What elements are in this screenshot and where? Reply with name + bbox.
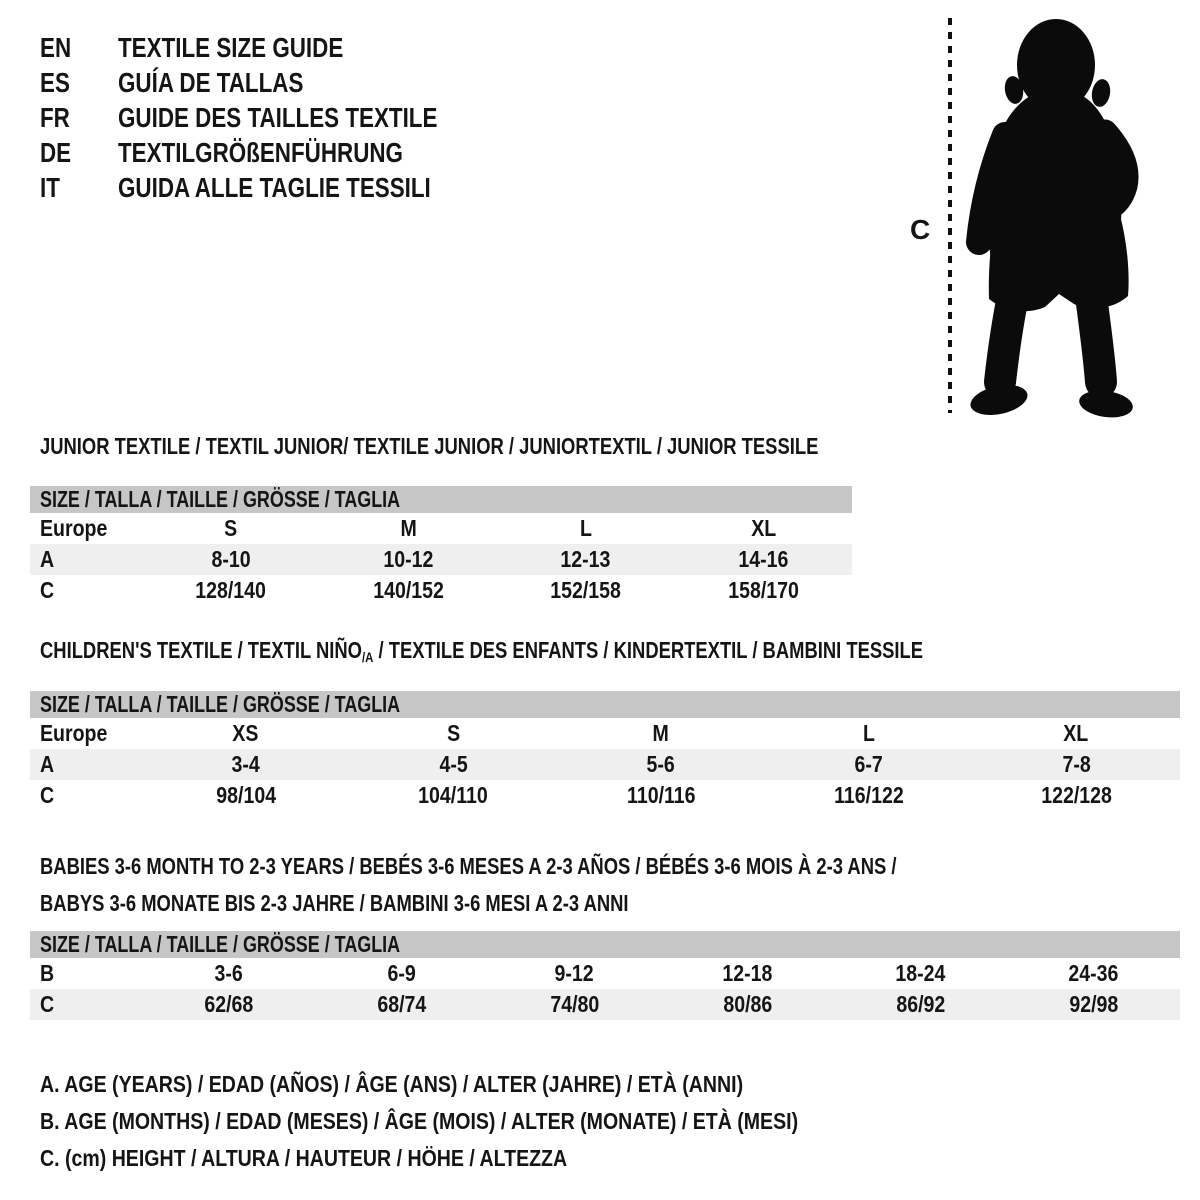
- guide-title-en: TEXTILE SIZE GUIDE: [118, 31, 344, 63]
- height-cell: 62/68: [204, 991, 253, 1017]
- children-table: [30, 718, 1180, 811]
- language-code: ES: [40, 66, 70, 98]
- table-row: [30, 780, 1180, 811]
- age-cell: 7-8: [1062, 751, 1091, 777]
- row-label: A: [40, 751, 55, 777]
- height-cell: 68/74: [377, 991, 426, 1017]
- children-title-subscript: /A: [361, 649, 374, 666]
- row-label: C: [40, 991, 55, 1017]
- age-cell: 14-16: [738, 546, 789, 572]
- row-label: C: [40, 577, 55, 603]
- age-cell: 5-6: [646, 751, 676, 777]
- guide-title-it: GUIDA ALLE TAGLIE TESSILI: [118, 171, 431, 203]
- table-row: [30, 989, 1180, 1020]
- height-cell: 140/152: [372, 577, 444, 603]
- row-label: C: [40, 782, 55, 808]
- table-row: [30, 575, 852, 606]
- babies-title-line1: BABIES 3-6 MONTH TO 2-3 YEARS / BEBÉS 3-6 MESES A 2-3 AÑOS / BÉBÉS 3-6 MOIS À 2-3 ANS /: [40, 853, 897, 879]
- age-cell: 3-4: [231, 751, 260, 777]
- size-header-label: SIZE / TALLA / TAILLE / GRÖSSE / TAGLIA: [40, 691, 401, 717]
- legend-line-b: B. AGE (MONTHS) / EDAD (MESES) / ÂGE (MOIS) / ALTER (MONATE) / ETÀ (MESI): [40, 1108, 799, 1134]
- age-cell: 3-6: [214, 960, 243, 986]
- age-cell: 12-13: [560, 546, 611, 572]
- height-cell: 116/122: [833, 782, 904, 808]
- measure-legend: [40, 1066, 932, 1177]
- guide-title-fr: GUIDE DES TAILLES TEXTILE: [118, 101, 438, 133]
- language-row: [40, 30, 517, 65]
- language-row: [40, 135, 517, 170]
- height-cell: 128/140: [195, 577, 267, 603]
- age-cell: 12-18: [722, 960, 773, 986]
- height-cell: 158/170: [727, 577, 799, 603]
- size-header-label: SIZE / TALLA / TAILLE / GRÖSSE / TAGLIA: [40, 486, 401, 512]
- size-cell: M: [400, 515, 417, 541]
- toddler-silhouette-figure: [900, 0, 1160, 430]
- size-header-bar: [30, 931, 1180, 958]
- legend-line-a: A. AGE (YEARS) / EDAD (AÑOS) / ÂGE (ANS) / ALTER (JAHRE) / ETÀ (ANNI): [40, 1071, 744, 1097]
- babies-title-line2: BABYS 3-6 MONATE BIS 2-3 JAHRE / BAMBINI 3-6 MESI A 2-3 ANNI: [40, 890, 629, 916]
- height-measure-label: C: [910, 214, 931, 245]
- babies-section-title: [40, 848, 1111, 922]
- junior-table: [30, 513, 852, 606]
- language-code: FR: [40, 101, 70, 133]
- age-cell: 8-10: [211, 546, 251, 572]
- height-cell: 122/128: [1040, 782, 1112, 808]
- height-cell: 152/158: [550, 577, 622, 603]
- guide-title-es: GUÍA DE TALLAS: [118, 66, 304, 98]
- toddler-silhouette: [968, 19, 1135, 421]
- height-cell: 104/110: [418, 782, 489, 808]
- junior-size-table: [30, 486, 852, 606]
- height-cell: 110/116: [626, 782, 696, 808]
- table-row: [30, 544, 852, 575]
- size-cell: XL: [750, 515, 776, 541]
- age-cell: 24-36: [1068, 960, 1119, 986]
- row-label: A: [40, 546, 55, 572]
- height-cell: 80/86: [723, 991, 772, 1017]
- size-cell: S: [224, 515, 238, 541]
- table-row: [30, 513, 852, 544]
- language-row: [40, 65, 517, 100]
- language-code: EN: [40, 31, 72, 63]
- age-cell: 6-7: [854, 751, 883, 777]
- size-cell: S: [446, 720, 460, 746]
- size-cell: M: [652, 720, 670, 746]
- row-label: Europe: [40, 720, 108, 746]
- language-title-list: [40, 30, 517, 205]
- children-size-table: [30, 691, 1180, 811]
- row-label: B: [40, 960, 55, 986]
- babies-size-table: [30, 931, 1180, 1020]
- size-header-bar: [30, 486, 852, 513]
- babies-table: [30, 958, 1180, 1020]
- table-row: [30, 718, 1180, 749]
- guide-title-de: TEXTILGRÖßENFÜHRUNG: [118, 136, 403, 168]
- age-cell: 4-5: [439, 751, 468, 777]
- children-title-prefix: CHILDREN'S TEXTILE / TEXTIL NIÑO: [40, 637, 362, 663]
- height-cell: 86/92: [896, 991, 945, 1017]
- language-code: DE: [40, 136, 72, 168]
- age-cell: 10-12: [383, 546, 434, 572]
- height-cell: 92/98: [1069, 991, 1118, 1017]
- table-row: [30, 958, 1180, 989]
- size-cell: XS: [232, 720, 259, 746]
- size-cell: L: [862, 720, 875, 746]
- size-cell: L: [579, 515, 592, 541]
- size-cell: XL: [1063, 720, 1089, 746]
- height-cell: 98/104: [215, 782, 276, 808]
- size-header-label: SIZE / TALLA / TAILLE / GRÖSSE / TAGLIA: [40, 931, 401, 957]
- children-title-suffix: / TEXTILE DES ENFANTS / KINDERTEXTIL / BAMBINI TESSILE: [373, 637, 924, 663]
- height-cell: 74/80: [550, 991, 599, 1017]
- language-code: IT: [40, 171, 60, 203]
- language-row: [40, 170, 517, 205]
- row-label: Europe: [40, 515, 108, 541]
- children-section-title: [40, 638, 1144, 670]
- legend-line-c: C. (cm) HEIGHT / ALTURA / HAUTEUR / HÖHE / ALTEZZA: [40, 1145, 568, 1171]
- age-cell: 18-24: [895, 960, 946, 986]
- age-cell: 6-9: [387, 960, 416, 986]
- junior-section-title: JUNIOR TEXTILE / TEXTIL JUNIOR/ TEXTILE JUNIOR / JUNIORTEXTIL / JUNIOR TESSILE: [40, 433, 819, 459]
- size-header-bar: [30, 691, 1180, 718]
- language-row: [40, 100, 517, 135]
- table-row: [30, 749, 1180, 780]
- age-cell: 9-12: [554, 960, 595, 986]
